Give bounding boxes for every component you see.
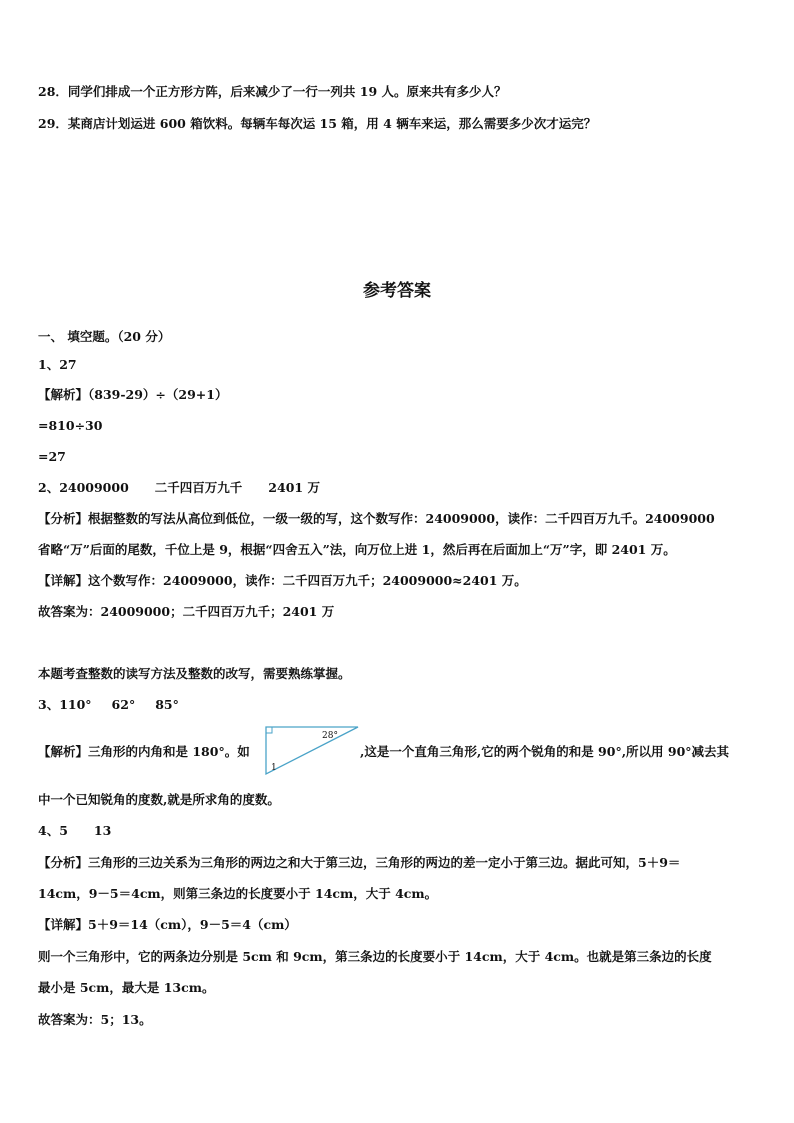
- angle-28-label: 28°: [322, 731, 338, 741]
- answer-4-line1: 则一个三角形中，它的两条边分别是 5cm 和 9cm，第三条边的长度要小于 14cm，大于 4cm。也就是第三条边的长度: [38, 949, 712, 964]
- triangle-shape: [266, 727, 358, 774]
- answer-2-analysis-line1: 【分析】根据整数的写法从高位到低位，一级一级的写，这个数写作：24009000，读作：二千四百万九千。24009000: [38, 511, 715, 526]
- answers-title: 参考答案: [363, 281, 431, 301]
- answer-3-value-1: 3、110°: [38, 697, 92, 712]
- answer-2-final: 故答案为：24009000；二千四百万九千；2401 万: [38, 604, 335, 619]
- answer-2-analysis-line2: 省略“万”后面的尾数，千位上是 9，根据“四舍五入”法，向万位上进 1，然后再在后面加上“万”字，即 2401 万。: [38, 542, 676, 557]
- answer-1-head: 1、27: [38, 357, 77, 372]
- angle-1-label: 1: [271, 763, 277, 773]
- answer-2-approx: 2401 万: [268, 480, 320, 495]
- section-heading: 一、 填空题。（20 分）: [38, 329, 171, 344]
- answer-3-value-2: 62°: [111, 697, 136, 712]
- answer-1-step2: =27: [38, 449, 66, 464]
- answer-3-value-3: 85°: [155, 697, 179, 712]
- answer-4-value-1: 4、5: [38, 823, 68, 838]
- answer-3-analysis-pre: 【解析】三角形的内角和是 180°。如: [38, 744, 250, 759]
- answer-4-analysis-line2: 14cm，9－5＝4cm，则第三条边的长度要小于 14cm，大于 4cm。: [38, 886, 438, 901]
- answer-4-value-2: 13: [93, 823, 112, 838]
- answer-4-head: [38, 823, 111, 839]
- question-28: 28．同学们排成一个正方形方阵，后来减少了一行一列共 19 人。原来共有多少人？: [38, 84, 507, 99]
- answer-4-analysis-line1: 【分析】三角形的三边关系为三角形的两边之和大于第三边，三角形的两边的差一定小于第三边。据此可知，5＋9＝: [38, 855, 681, 870]
- answer-4-detail: 【详解】5＋9＝14（cm），9－5＝4（cm）: [38, 917, 297, 932]
- right-triangle-figure: [262, 724, 362, 778]
- answer-3-analysis-line2: 中一个已知锐角的度数,就是所求角的度数。: [38, 792, 280, 807]
- answer-3-head: [38, 697, 179, 713]
- answer-2-detail: 【详解】这个数写作：24009000，读作：二千四百万九千；24009000≈2401 万。: [38, 573, 527, 588]
- answer-2-note: 本题考查整数的读写方法及整数的改写，需要熟练掌握。: [38, 666, 351, 681]
- question-29: 29．某商店计划运进 600 箱饮料。每辆车每次运 15 箱，用 4 辆车来运，那么需要多少次才运完？: [38, 116, 597, 131]
- answer-4-line2: 最小是 5cm，最大是 13cm。: [38, 980, 215, 995]
- answer-4-final: 故答案为：5；13。: [38, 1012, 152, 1027]
- answer-1-analysis: 【解析】（839-29）÷（29+1）: [38, 387, 228, 402]
- answer-1-step1: =810÷30: [38, 418, 103, 433]
- answer-2-number: 2、24009000: [38, 480, 129, 495]
- answer-3-analysis-post: ,这是一个直角三角形,它的两个锐角的和是 90°,所以用 90°减去其: [360, 744, 730, 759]
- answer-2-chinese: 二千四百万九千: [154, 480, 243, 495]
- answer-2-head: [38, 480, 320, 496]
